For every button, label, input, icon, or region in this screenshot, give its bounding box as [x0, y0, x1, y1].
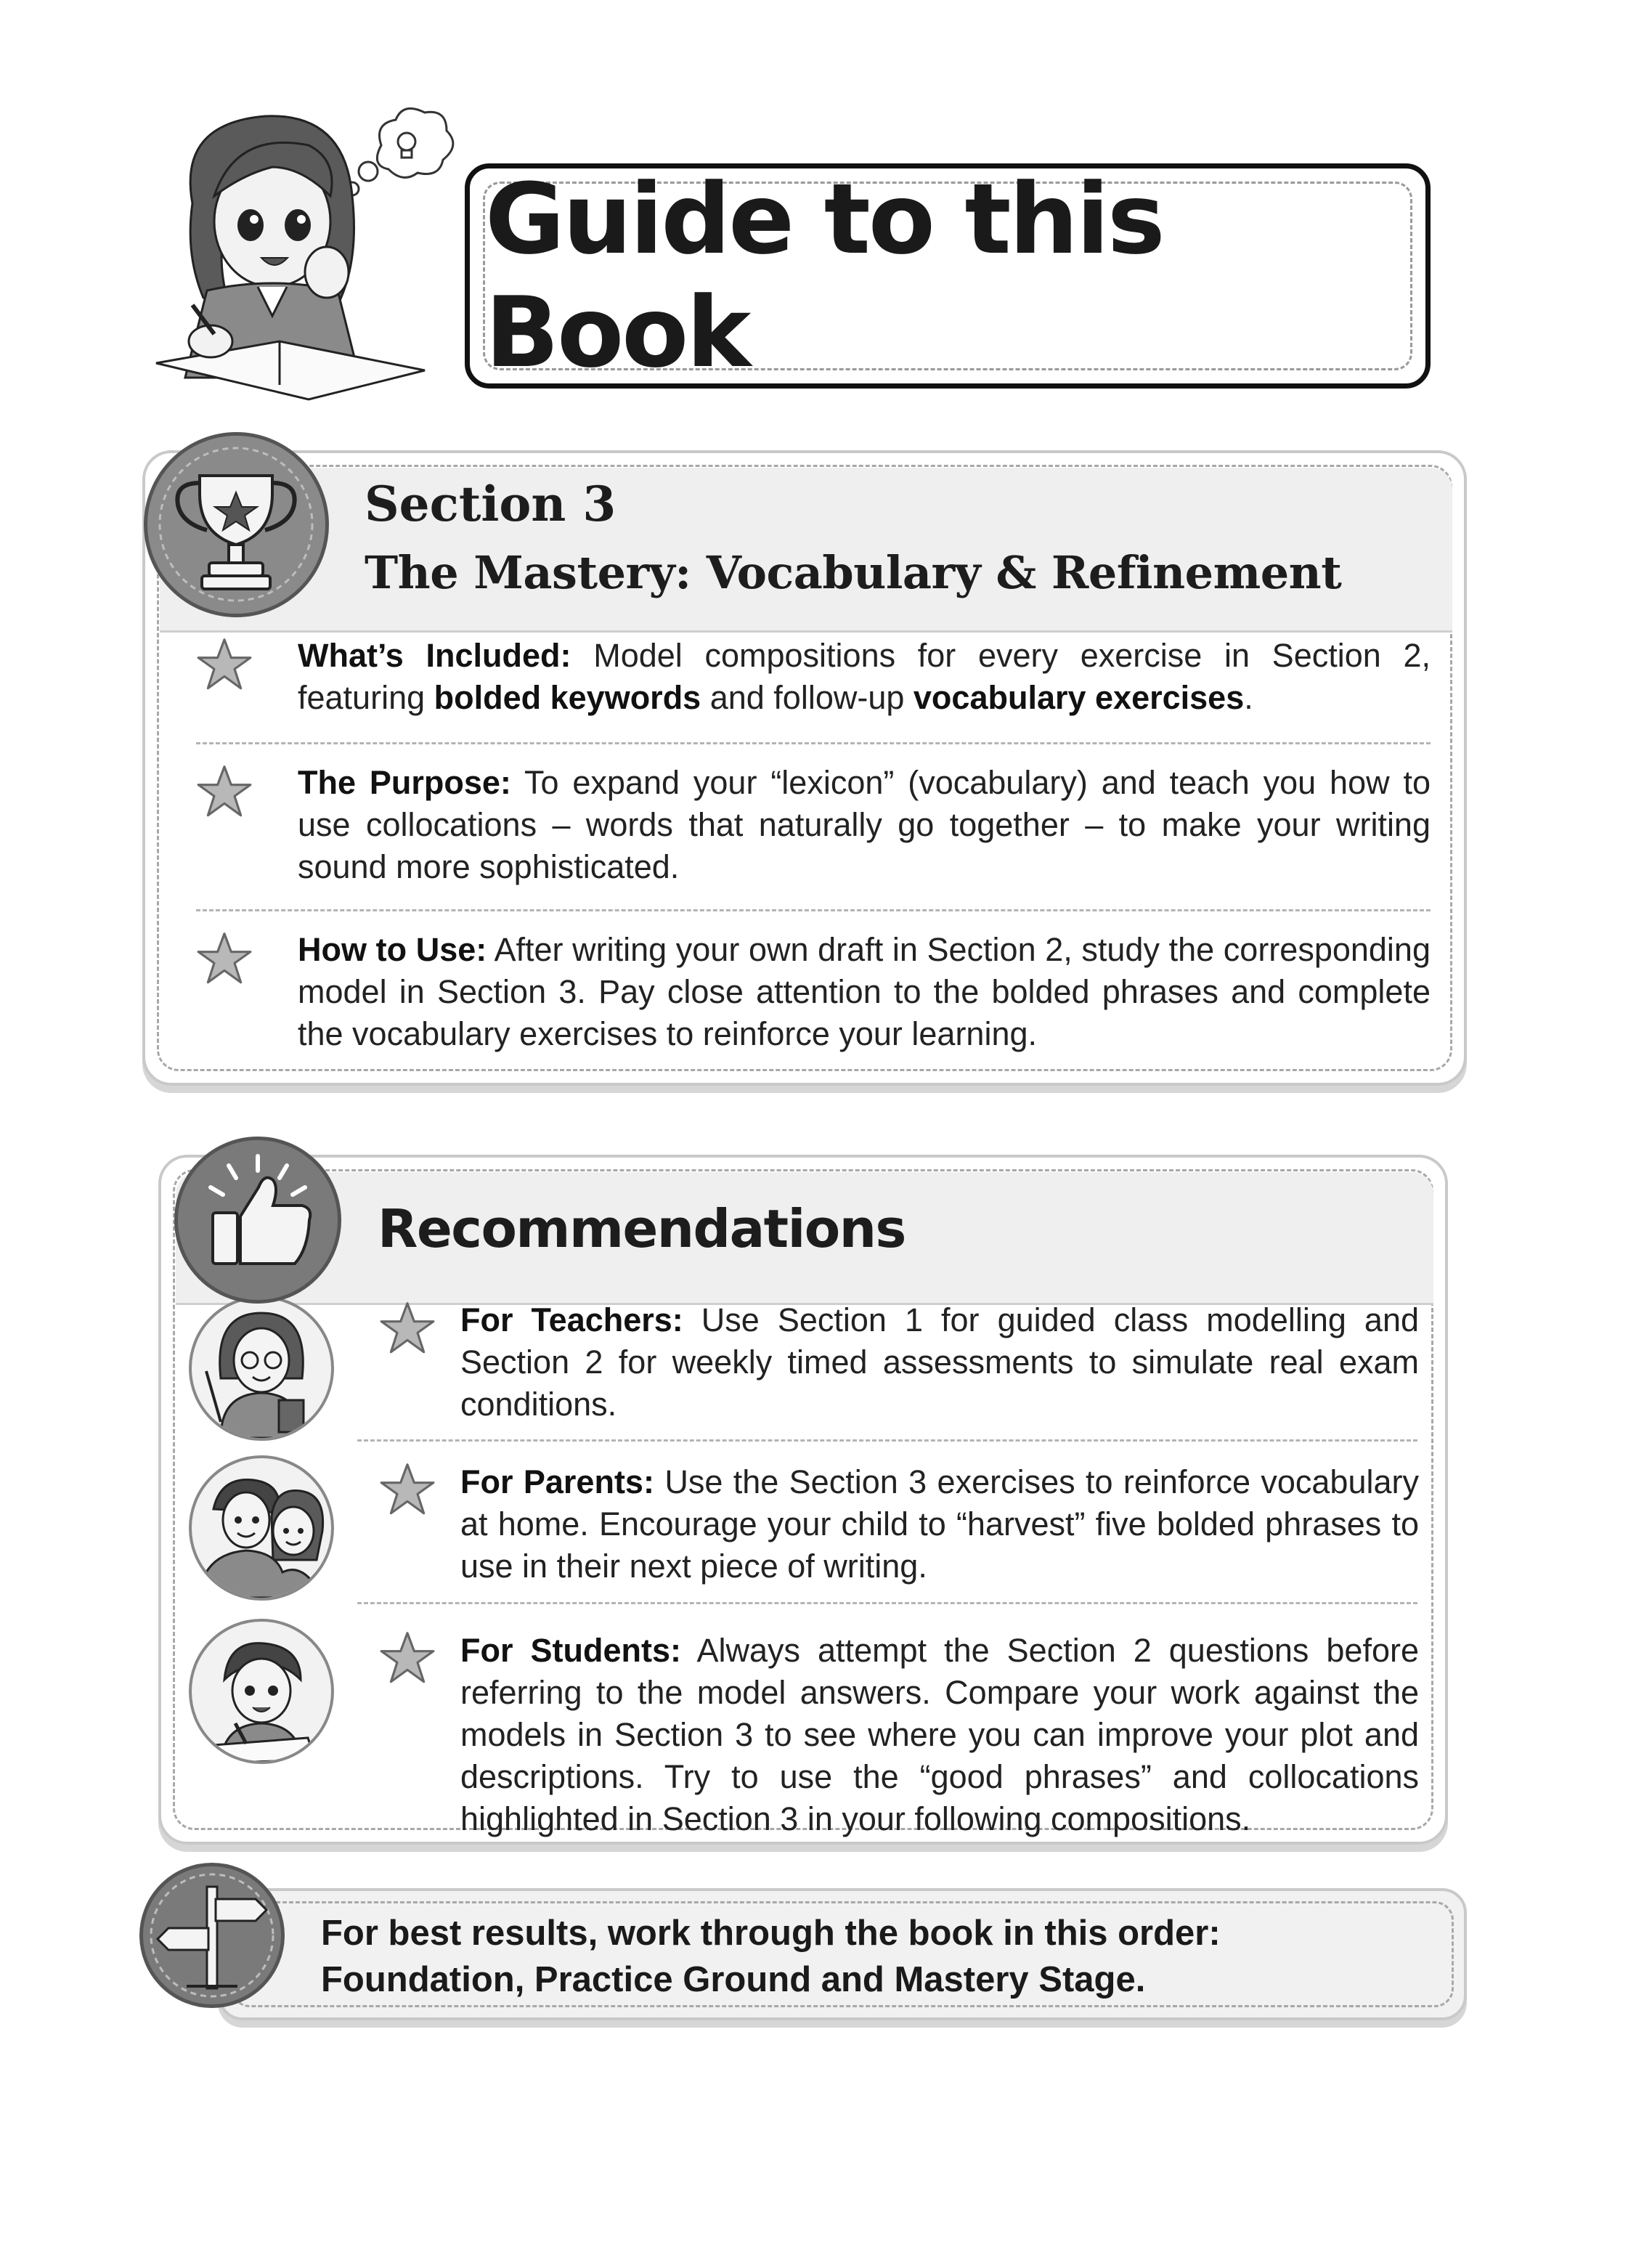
thumbs-up-icon: [178, 1140, 338, 1300]
signpost-icon: [143, 1866, 281, 2004]
item-text: To expand your “lexicon” (vocabulary) and teach you how to use collocations – words that naturally go together – to make your writing sound more sophisticated.: [298, 764, 1431, 885]
recommendations-divider: [357, 1439, 1417, 1442]
recommendations-title: Recommendations: [378, 1198, 906, 1259]
star-icon: [379, 1300, 436, 1357]
girl-illustration: [142, 102, 461, 407]
section3-divider: [196, 742, 1431, 744]
signpost-badge: [139, 1863, 285, 2008]
student-avatar: [189, 1619, 334, 1764]
item-bold-text: vocabulary exercises: [913, 679, 1245, 716]
tip-text: [321, 1910, 1454, 2003]
star-icon: [379, 1630, 436, 1686]
item-text: After writing your own draft in Section 2, study the corresponding model in Section 3. Pay close attention to the bolded phrases and complete the vocabulary exercises to reinforce your learning.: [298, 931, 1431, 1052]
section3-divider: [196, 909, 1431, 911]
tip-line-2: Foundation, Practice Ground and Mastery Stage.: [321, 1960, 1146, 1999]
recommendation-teachers-text: [460, 1299, 1419, 1426]
recommendations-panel: [158, 1155, 1448, 1845]
title-inner-frame: [483, 163, 1412, 389]
item-label: For Parents:: [460, 1463, 654, 1500]
section3-item-text: [298, 929, 1431, 1055]
star-icon: [196, 763, 253, 820]
thumbs-up-badge: [174, 1137, 341, 1304]
item-text: Use Section 1 for guided class modelling and Section 2 for weekly timed assessments to simulate real exam conditions.: [460, 1301, 1419, 1423]
teacher-avatar: [189, 1296, 334, 1441]
tip-line-1: For best results, work through the book in this order:: [321, 1914, 1221, 1953]
tip-panel: [218, 1888, 1467, 2020]
section3-number: Section 3: [365, 476, 617, 532]
item-text: Use the Section 3 exercises to reinforce vocabulary at home. Encourage your child to “harvest” five bolded phrases to use in their next piece of writing.: [460, 1463, 1419, 1585]
page-title: Guide to this Book: [485, 163, 1163, 389]
star-icon: [196, 636, 253, 693]
item-bold-text: bolded keywords: [434, 679, 701, 716]
recommendations-divider: [357, 1602, 1417, 1604]
item-label: What’s Included:: [298, 637, 571, 674]
item-label: How to Use:: [298, 931, 487, 968]
recommendation-students-text: [460, 1630, 1419, 1840]
recommendation-parents-text: [460, 1461, 1419, 1588]
trophy-icon: [147, 436, 325, 614]
item-text: Model compositions for every exercise in Section 2, featuring: [298, 637, 1431, 716]
title-banner: [465, 163, 1431, 389]
item-label: For Teachers:: [460, 1301, 683, 1338]
section3-item-text: [298, 635, 1431, 719]
item-label: The Purpose:: [298, 764, 511, 801]
star-icon: [196, 930, 253, 987]
item-text: and follow-up: [701, 679, 914, 716]
item-text: Always attempt the Section 2 questions before referring to the model answers. Compare your work against the models in Section 3 to see where you can improve your plot and descriptions. Try to use the “good phrases” and collocations highlighted in Section 3 in your following compositions.: [460, 1632, 1419, 1837]
parents-avatar: [189, 1455, 334, 1601]
item-label: For Students:: [460, 1632, 681, 1669]
item-text: .: [1244, 679, 1253, 716]
trophy-badge: [144, 432, 329, 617]
section3-title: The Mastery: Vocabulary & Refinement: [365, 546, 1342, 599]
section3-panel: [142, 450, 1467, 1086]
section3-item-text: [298, 762, 1431, 888]
star-icon: [379, 1461, 436, 1518]
